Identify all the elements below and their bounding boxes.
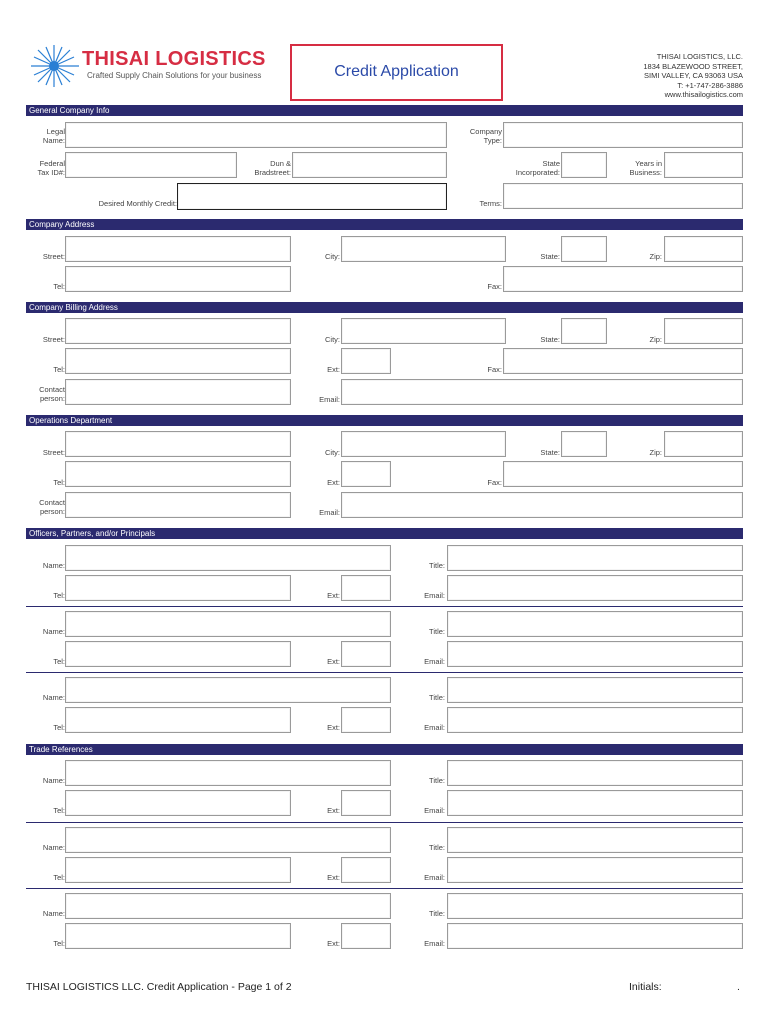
officer-title-field[interactable] [447, 611, 743, 637]
fax-field[interactable] [503, 266, 743, 292]
zip-label: Zip: [649, 448, 662, 457]
email-field[interactable] [341, 379, 743, 405]
email-label: Email: [319, 508, 340, 517]
tel-label: Tel: [53, 657, 65, 666]
state-label: State: [540, 252, 560, 261]
form-title: Credit Application [334, 63, 459, 80]
officer-email-field[interactable] [447, 641, 743, 667]
zip-field[interactable] [664, 236, 743, 262]
ext-label: Ext: [327, 591, 340, 600]
name-label: Name: [42, 843, 65, 852]
divider [26, 606, 743, 607]
street-field[interactable] [65, 431, 291, 457]
tel-label: Tel: [53, 939, 65, 948]
city-field[interactable] [341, 318, 506, 344]
title-label: Title: [429, 693, 445, 702]
tel-label: Tel: [53, 282, 65, 291]
ext-label: Ext: [327, 806, 340, 815]
tel-label: Tel: [53, 806, 65, 815]
email-label: Email: [424, 723, 445, 732]
city-field[interactable] [341, 236, 506, 262]
reference-title-field[interactable] [447, 760, 743, 786]
contact-person-field[interactable] [65, 492, 291, 518]
contact-person-field[interactable] [65, 379, 291, 405]
title-label: Title: [429, 627, 445, 636]
officer-email-field[interactable] [447, 575, 743, 601]
reference-tel-field[interactable] [65, 923, 291, 949]
reference-name-field[interactable] [65, 893, 391, 919]
title-label: Title: [429, 776, 445, 785]
divider [26, 672, 743, 673]
footer-initials-label: Initials: [629, 981, 662, 993]
state-label: State: [540, 448, 560, 457]
tel-field[interactable] [65, 461, 291, 487]
state-label: State: [540, 335, 560, 344]
tel-field[interactable] [65, 348, 291, 374]
footer-initials-dot: . [737, 981, 740, 993]
section-header-officers: Officers, Partners, and/or Principals [26, 528, 743, 539]
officer-ext-field[interactable] [341, 641, 391, 667]
contact-person-label: Contact person: [39, 498, 65, 516]
tel-label: Tel: [53, 591, 65, 600]
tel-label: Tel: [53, 478, 65, 487]
fax-field[interactable] [503, 348, 743, 374]
reference-title-field[interactable] [447, 827, 743, 853]
street-label: Street: [42, 335, 65, 344]
divider [26, 888, 743, 889]
monthly-credit-label: Desired Monthly Credit: [98, 199, 177, 208]
company-type-label: Company Type: [469, 127, 502, 145]
state-incorporated-label: State Incorporated: [515, 159, 560, 177]
email-label: Email: [424, 806, 445, 815]
name-label: Name: [42, 693, 65, 702]
logo [26, 44, 286, 88]
terms-field[interactable] [503, 183, 743, 209]
ext-field[interactable] [341, 348, 391, 374]
city-label: City: [325, 448, 340, 457]
phone-line: T: +1-747-286-3886 [677, 80, 743, 90]
logo-tagline: Crafted Supply Chain Solutions for your business [87, 71, 262, 80]
monthly-credit-field[interactable] [177, 183, 447, 210]
reference-email-field[interactable] [447, 857, 743, 883]
title-label: Title: [429, 909, 445, 918]
zip-field[interactable] [664, 431, 743, 457]
tel-field[interactable] [65, 266, 291, 292]
officer-tel-field[interactable] [65, 575, 291, 601]
email-label: Email: [424, 873, 445, 882]
ext-label: Ext: [327, 478, 340, 487]
ext-label: Ext: [327, 657, 340, 666]
officer-name-field[interactable] [65, 611, 391, 637]
zip-label: Zip: [649, 252, 662, 261]
legal-name-label: Legal Name: [42, 127, 65, 145]
email-label: Email: [424, 591, 445, 600]
zip-label: Zip: [649, 335, 662, 344]
name-label: Name: [42, 909, 65, 918]
dun-label: Dun & Bradstreet: [254, 159, 291, 177]
tel-label: Tel: [53, 873, 65, 882]
years-in-business-label: Years in Business: [629, 159, 662, 177]
contact-person-label: Contact person: [39, 385, 65, 403]
title-label: Title: [429, 561, 445, 570]
reference-email-field[interactable] [447, 923, 743, 949]
reference-ext-field[interactable] [341, 923, 391, 949]
state-incorporated-field[interactable] [561, 152, 607, 178]
street-field[interactable] [65, 318, 291, 344]
reference-name-field[interactable] [65, 827, 391, 853]
officer-tel-field[interactable] [65, 641, 291, 667]
section-header-operations: Operations Department [26, 415, 743, 426]
reference-ext-field[interactable] [341, 790, 391, 816]
tel-label: Tel: [53, 723, 65, 732]
ext-label: Ext: [327, 723, 340, 732]
officer-ext-field[interactable] [341, 575, 391, 601]
reference-tel-field[interactable] [65, 857, 291, 883]
fax-label: Fax: [487, 365, 502, 374]
address-line: SIMI VALLEY, CA 93063 USA [644, 71, 743, 80]
federal-tax-label: Federal Tax ID#: [37, 159, 65, 177]
divider [26, 822, 743, 823]
reference-tel-field[interactable] [65, 790, 291, 816]
section-header-billing: Company Billing Address [26, 302, 743, 313]
email-label: Email: [424, 939, 445, 948]
zip-field[interactable] [664, 318, 743, 344]
title-label: Title: [429, 843, 445, 852]
ext-label: Ext: [327, 365, 340, 374]
reference-ext-field[interactable] [341, 857, 391, 883]
starburst-logo-icon [26, 44, 82, 88]
officer-title-field[interactable] [447, 545, 743, 571]
street-label: Street: [42, 448, 65, 457]
ext-label: Ext: [327, 939, 340, 948]
website-link[interactable]: www.thisailogistics.com [664, 90, 743, 99]
name-label: Name: [42, 776, 65, 785]
logo-text: THISAI LOGISTICS [82, 48, 266, 70]
street-field[interactable] [65, 236, 291, 262]
email-field[interactable] [341, 492, 743, 518]
city-label: City: [325, 335, 340, 344]
officer-name-field[interactable] [65, 677, 391, 703]
company-type-field[interactable] [503, 122, 743, 148]
federal-tax-field[interactable] [65, 152, 237, 178]
state-field[interactable] [561, 318, 607, 344]
officer-email-field[interactable] [447, 707, 743, 733]
form-title-box [290, 44, 503, 101]
footer-page-text: THISAI LOGISTICS LLC. Credit Application - Page 1 of 2 [26, 981, 292, 993]
address-line: 1834 BLAZEWOOD STREET, [643, 61, 743, 71]
state-field[interactable] [561, 236, 607, 262]
email-label: Email: [424, 657, 445, 666]
years-in-business-field[interactable] [664, 152, 743, 178]
fax-label: Fax: [487, 478, 502, 487]
name-label: Name: [42, 561, 65, 570]
section-header-company-address: Company Address [26, 219, 743, 230]
city-label: City: [325, 252, 340, 261]
city-field[interactable] [341, 431, 506, 457]
email-label: Email: [319, 395, 340, 404]
tel-label: Tel: [53, 365, 65, 374]
legal-name-field[interactable] [65, 122, 447, 148]
ext-field[interactable] [341, 461, 391, 487]
dun-field[interactable] [292, 152, 447, 178]
address-line: THISAI LOGISTICS, LLC. [656, 52, 743, 61]
officer-tel-field[interactable] [65, 707, 291, 733]
company-address-block [643, 52, 743, 100]
state-field[interactable] [561, 431, 607, 457]
street-label: Street: [42, 252, 65, 261]
officer-name-field[interactable] [65, 545, 391, 571]
ext-label: Ext: [327, 873, 340, 882]
terms-label: Terms: [479, 199, 502, 208]
reference-name-field[interactable] [65, 760, 391, 786]
officer-title-field[interactable] [447, 677, 743, 703]
name-label: Name: [42, 627, 65, 636]
reference-email-field[interactable] [447, 790, 743, 816]
reference-title-field[interactable] [447, 893, 743, 919]
section-header-general: General Company Info [26, 105, 743, 116]
fax-field[interactable] [503, 461, 743, 487]
section-header-trade: Trade References [26, 744, 743, 755]
fax-label: Fax: [487, 282, 502, 291]
officer-ext-field[interactable] [341, 707, 391, 733]
